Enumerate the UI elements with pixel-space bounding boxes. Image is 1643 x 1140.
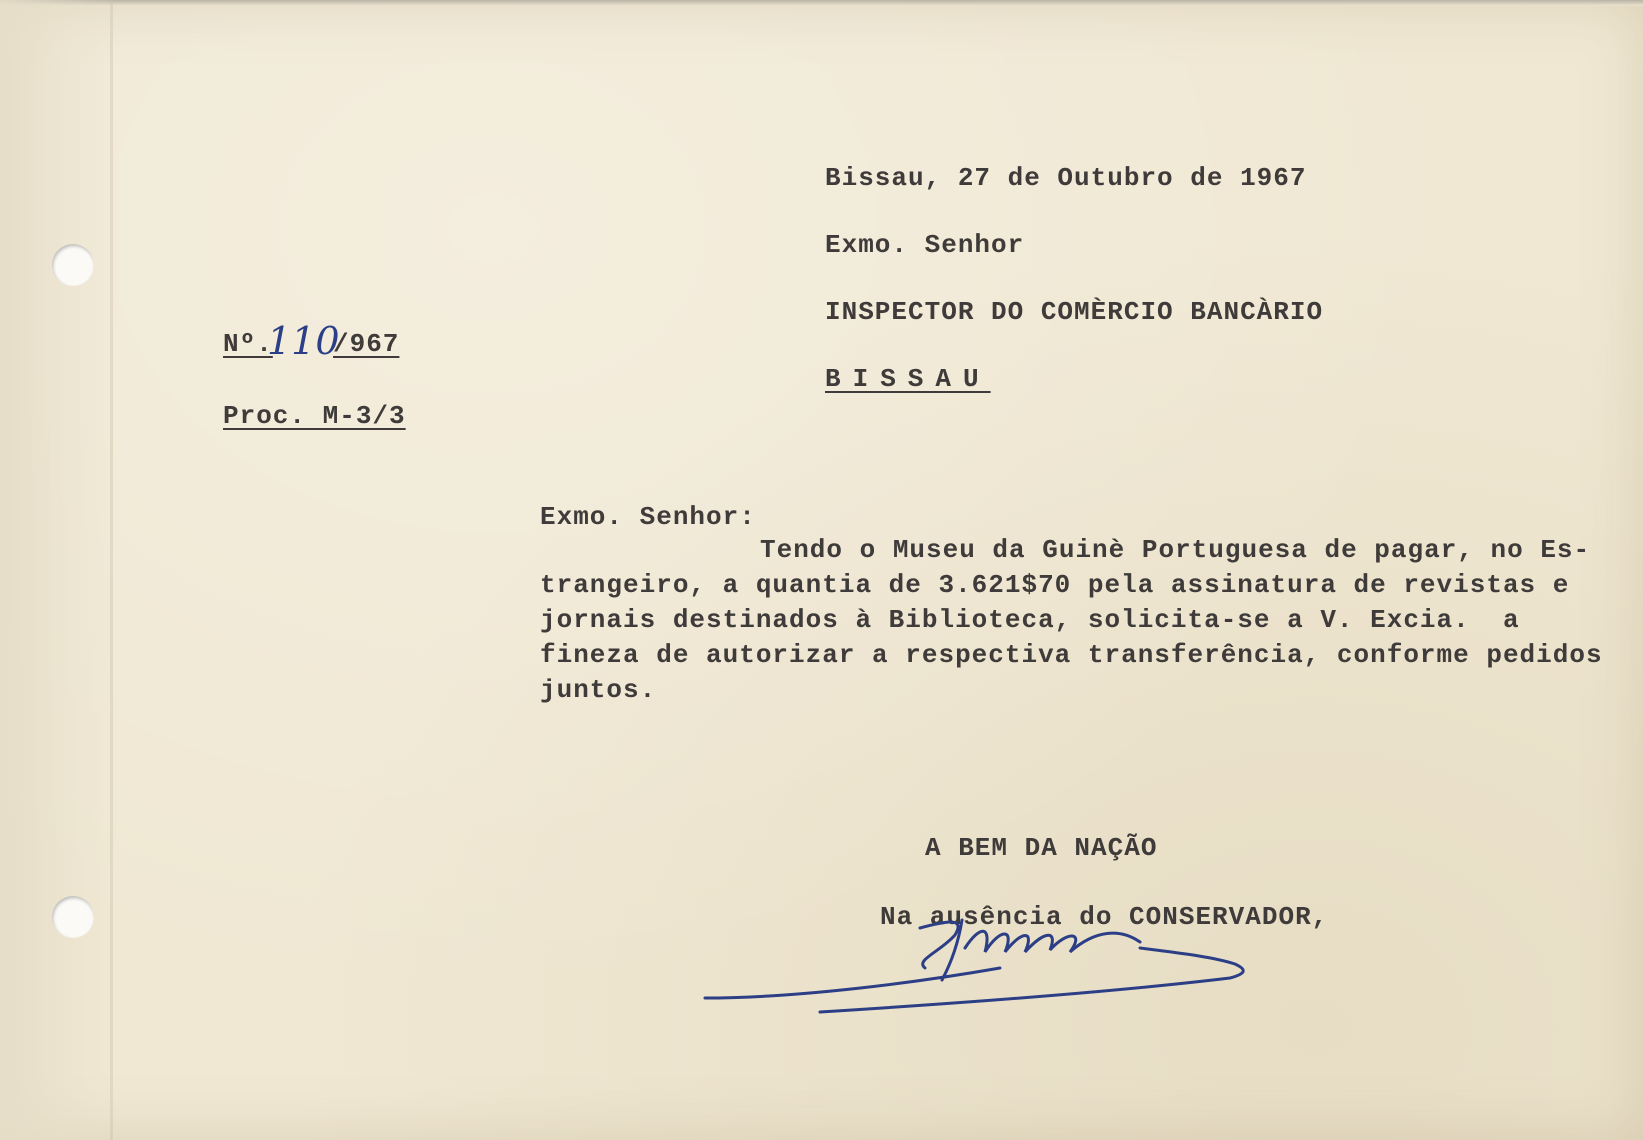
body-line-5: juntos.	[540, 675, 657, 705]
body-salutation: Exmo. Senhor:	[540, 502, 756, 532]
paper-top-edge	[0, 0, 1643, 6]
closing-signer: Na ausência do CONSERVADOR,	[880, 902, 1329, 932]
paper-binding-margin	[0, 0, 118, 1140]
body-line-3: jornais destinados à Biblioteca, solicita-se a V. Excia. a	[540, 605, 1520, 635]
reference-number-prefix: Nº.	[223, 329, 273, 359]
punch-hole-top	[52, 244, 94, 286]
addressee-city: BISSAU	[825, 364, 991, 394]
body-line-1: Tendo o Museu da Guinè Portuguesa de pagar, no Es-	[760, 535, 1591, 565]
reference-number-handwritten: 110	[267, 319, 340, 363]
punch-hole-bottom	[52, 896, 94, 938]
body-line-4: fineza de autorizar a respectiva transferência, conforme pedidos	[540, 640, 1603, 670]
handwritten-signature	[700, 890, 1300, 1020]
body-line-2: trangeiro, a quantia de 3.621$70 pela assinatura de revistas e	[540, 570, 1570, 600]
reference-number-suffix: /967	[333, 329, 400, 359]
addressee-title: INSPECTOR DO COMÈRCIO BANCÀRIO	[825, 297, 1324, 327]
paper-fold-line	[110, 0, 113, 1140]
reference-block	[205, 319, 406, 431]
reference-process: Proc. M-3/3	[223, 401, 406, 431]
place-date: Bissau, 27 de Outubro de 1967	[825, 163, 1307, 193]
closing-formula: A BEM DA NAÇÃO	[925, 833, 1158, 863]
addressee-salutation: Exmo. Senhor	[825, 230, 1025, 260]
